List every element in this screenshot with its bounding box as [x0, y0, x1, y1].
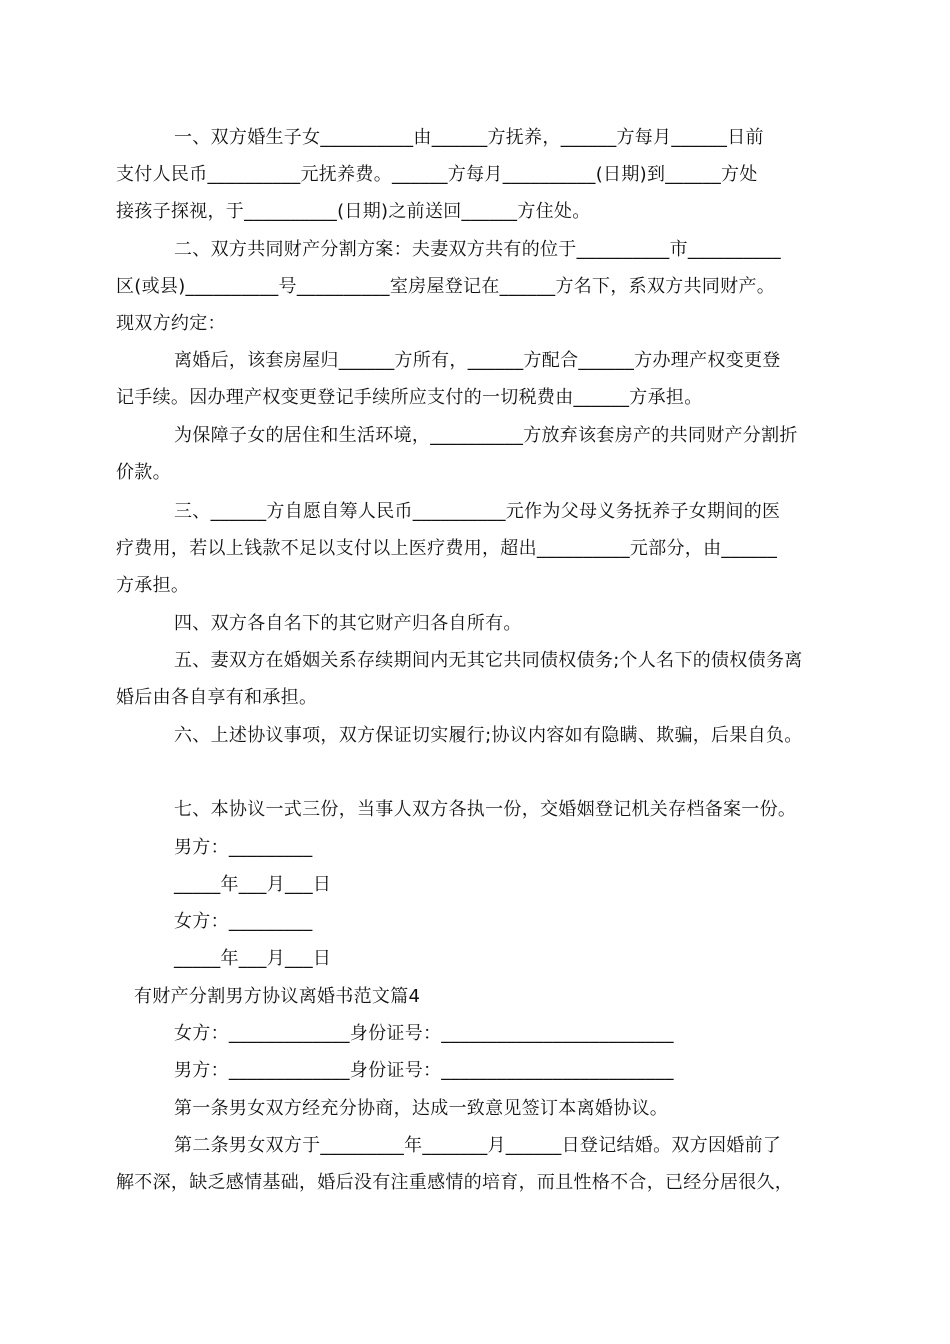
text-line: 七、本协议一式三份，当事人双方各执一份，交婚姻登记机关存档备案一份。: [174, 799, 797, 820]
date-line: _____年___月___日: [174, 948, 332, 969]
text-line: 一、双方婚生子女__________由______方抚养，______方每月______日前: [174, 127, 764, 148]
text-line: 三、______方自愿自筹人民币__________元作为父母义务抚养子女期间的医: [174, 501, 781, 522]
text-line: 离婚后，该套房屋归______方所有，______方配合______方办理产权变更登: [174, 350, 781, 371]
text-line: 四、双方各自名下的其它财产归各自所有。: [174, 613, 522, 634]
text-line: 六、上述协议事项，双方保证切实履行;协议内容如有隐瞒、欺骗，后果自负。: [174, 725, 803, 746]
text-line: 第一条男女双方经充分协商，达成一致意见签订本离婚协议。: [174, 1098, 669, 1119]
text-line: 支付人民币__________元抚养费。______方每月__________(日期)到______方处: [116, 164, 758, 185]
text-line: 五、妻双方在婚姻关系存续期间内无其它共同债权债务;个人名下的债权债务离: [174, 650, 803, 671]
text-line: 疗费用，若以上钱款不足以支付以上医疗费用，超出__________元部分，由______: [116, 538, 778, 559]
text-line: 女方：_____________身份证号：_________________________: [174, 1023, 674, 1044]
signature-line-male: 男方：_________: [174, 837, 313, 858]
text-line: 婚后由各自享有和承担。: [116, 687, 318, 708]
text-line: 二、双方共同财产分割方案：夫妻双方共有的位于__________市__________: [174, 239, 781, 260]
text-line: 价款。: [116, 462, 171, 483]
text-line: 为保障子女的居住和生活环境，__________方放弃该套房产的共同财产分割折: [174, 425, 798, 446]
text-line: 第二条男女双方于_________年_______月______日登记结婚。双方因婚前了: [174, 1135, 782, 1156]
text-line: 方承担。: [116, 575, 190, 596]
section-title: 有财产分割男方协议离婚书范文篇4: [134, 986, 421, 1007]
text-line: 区(或县)__________号__________室房屋登记在______方名下，系双方共同财产。: [116, 276, 776, 297]
text-line: 接孩子探视，于__________(日期)之前送回______方住处。: [116, 201, 591, 222]
date-line: _____年___月___日: [174, 874, 332, 895]
signature-line-female: 女方：_________: [174, 911, 313, 932]
text-line: 解不深，缺乏感情基础，婚后没有注重感情的培育，而且性格不合，已经分居很久，: [116, 1172, 794, 1193]
text-line: 现双方约定：: [116, 313, 226, 334]
text-line: 记手续。因办理产权变更登记手续所应支付的一切税费由______方承担。: [116, 387, 703, 408]
text-line: 男方：_____________身份证号：_________________________: [174, 1060, 674, 1081]
